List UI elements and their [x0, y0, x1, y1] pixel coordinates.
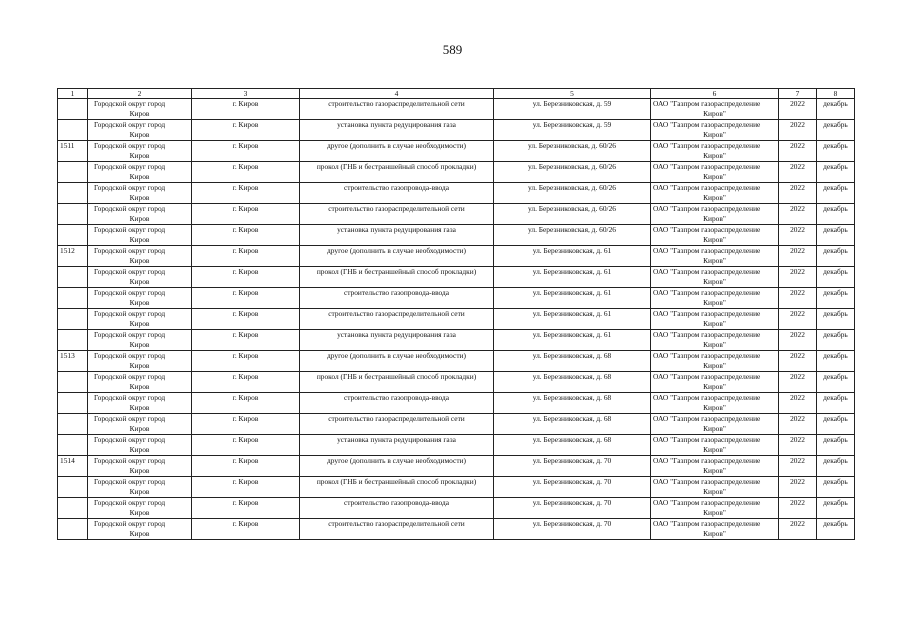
organization-line-2: Киров" — [703, 213, 726, 223]
month-cell: декабрь — [817, 519, 855, 540]
table-row — [58, 141, 855, 162]
row-number — [58, 99, 88, 120]
municipality-cell — [88, 225, 192, 246]
municipality-cell — [88, 351, 192, 372]
table-row — [58, 393, 855, 414]
municipality-cell — [88, 456, 192, 477]
row-number: 1512 — [58, 246, 88, 267]
organization-line-2: Киров" — [703, 507, 726, 517]
row-number: 1513 — [58, 351, 88, 372]
organization-line-1: ОАО "Газпром газораспределение — [653, 351, 761, 360]
year-cell: 2022 — [779, 456, 817, 477]
year-cell: 2022 — [779, 309, 817, 330]
organization-cell — [651, 498, 779, 519]
organization-line-2: Киров" — [703, 402, 726, 412]
address-cell: ул. Березниковская, д. 60/26 — [494, 183, 651, 204]
municipality-line-1: Городской округ город — [94, 435, 166, 444]
municipality-cell — [88, 372, 192, 393]
municipality-cell — [88, 435, 192, 456]
organization-cell — [651, 225, 779, 246]
work-type-cell: другое (дополнить в случае необходимости) — [300, 141, 494, 162]
settlement-cell: г. Киров — [192, 330, 300, 351]
month-cell: декабрь — [817, 162, 855, 183]
settlement-cell: г. Киров — [192, 99, 300, 120]
address-cell: ул. Березниковская, д. 61 — [494, 330, 651, 351]
month-cell: декабрь — [817, 351, 855, 372]
month-cell: декабрь — [817, 225, 855, 246]
organization-line-2: Киров" — [703, 150, 726, 160]
organization-line-1: ОАО "Газпром газораспределение — [653, 141, 761, 150]
organization-line-1: ОАО "Газпром газораспределение — [653, 309, 761, 318]
month-cell: декабрь — [817, 372, 855, 393]
municipality-line-1: Городской округ город — [94, 120, 166, 129]
municipality-line-1: Городской округ город — [94, 519, 166, 528]
municipality-line-1: Городской округ город — [94, 225, 166, 234]
settlement-cell: г. Киров — [192, 162, 300, 183]
register-body — [58, 89, 855, 540]
work-type-cell: прокол (ГНБ и бестраншейный способ прокладки) — [300, 372, 494, 393]
year-cell: 2022 — [779, 246, 817, 267]
year-cell: 2022 — [779, 414, 817, 435]
organization-cell — [651, 141, 779, 162]
column-header: 3 — [192, 89, 300, 99]
organization-line-2: Киров" — [703, 339, 726, 349]
row-number — [58, 477, 88, 498]
settlement-cell: г. Киров — [192, 372, 300, 393]
settlement-cell: г. Киров — [192, 498, 300, 519]
table-row — [58, 225, 855, 246]
row-number — [58, 372, 88, 393]
year-cell: 2022 — [779, 372, 817, 393]
municipality-line-1: Городской округ город — [94, 267, 166, 276]
table-row — [58, 162, 855, 183]
table-row — [58, 204, 855, 225]
work-type-cell: строительство газопровода-ввода — [300, 393, 494, 414]
municipality-line-1: Городской округ город — [94, 246, 166, 255]
row-number — [58, 435, 88, 456]
month-cell: декабрь — [817, 414, 855, 435]
work-type-cell: строительство газораспределительной сети — [300, 519, 494, 540]
organization-line-2: Киров" — [703, 465, 726, 475]
municipality-line-1: Городской округ город — [94, 288, 166, 297]
municipality-line-1: Городской округ город — [94, 330, 166, 339]
address-cell: ул. Березниковская, д. 68 — [494, 435, 651, 456]
organization-line-1: ОАО "Газпром газораспределение — [653, 120, 761, 129]
settlement-cell: г. Киров — [192, 351, 300, 372]
month-cell: декабрь — [817, 120, 855, 141]
row-number — [58, 120, 88, 141]
municipality-line-2: Киров — [129, 465, 150, 475]
table-row — [58, 120, 855, 141]
organization-line-2: Киров" — [703, 276, 726, 286]
municipality-line-2: Киров — [129, 486, 150, 496]
table-row — [58, 99, 855, 120]
organization-line-1: ОАО "Газпром газораспределение — [653, 204, 761, 213]
municipality-line-2: Киров — [129, 444, 150, 454]
address-cell: ул. Березниковская, д. 61 — [494, 267, 651, 288]
work-type-cell: другое (дополнить в случае необходимости) — [300, 456, 494, 477]
table-row — [58, 519, 855, 540]
organization-line-1: ОАО "Газпром газораспределение — [653, 225, 761, 234]
row-number — [58, 414, 88, 435]
year-cell: 2022 — [779, 99, 817, 120]
work-type-cell: установка пункта редуцирования газа — [300, 435, 494, 456]
organization-line-2: Киров" — [703, 318, 726, 328]
year-cell: 2022 — [779, 267, 817, 288]
municipality-line-2: Киров — [129, 360, 150, 370]
organization-line-2: Киров" — [703, 234, 726, 244]
organization-cell — [651, 204, 779, 225]
column-header: 4 — [300, 89, 494, 99]
municipality-line-1: Городской округ город — [94, 204, 166, 213]
row-number: 1511 — [58, 141, 88, 162]
settlement-cell: г. Киров — [192, 456, 300, 477]
row-number — [58, 267, 88, 288]
year-cell: 2022 — [779, 393, 817, 414]
address-cell: ул. Березниковская, д. 68 — [494, 393, 651, 414]
row-number — [58, 183, 88, 204]
organization-cell — [651, 414, 779, 435]
work-type-cell: установка пункта редуцирования газа — [300, 330, 494, 351]
municipality-line-2: Киров — [129, 528, 150, 538]
municipality-line-2: Киров — [129, 150, 150, 160]
settlement-cell: г. Киров — [192, 267, 300, 288]
row-number — [58, 309, 88, 330]
month-cell: декабрь — [817, 267, 855, 288]
municipality-line-2: Киров — [129, 171, 150, 181]
organization-line-1: ОАО "Газпром газораспределение — [653, 519, 761, 528]
organization-line-2: Киров" — [703, 108, 726, 118]
month-cell: декабрь — [817, 99, 855, 120]
table-row — [58, 372, 855, 393]
address-cell: ул. Березниковская, д. 60/26 — [494, 225, 651, 246]
month-cell: декабрь — [817, 330, 855, 351]
month-cell: декабрь — [817, 435, 855, 456]
row-number: 1514 — [58, 456, 88, 477]
organization-cell — [651, 477, 779, 498]
year-cell: 2022 — [779, 330, 817, 351]
month-cell: декабрь — [817, 204, 855, 225]
municipality-cell — [88, 162, 192, 183]
organization-cell — [651, 351, 779, 372]
municipality-cell — [88, 120, 192, 141]
organization-cell — [651, 393, 779, 414]
work-type-cell: другое (дополнить в случае необходимости) — [300, 351, 494, 372]
month-cell: декабрь — [817, 456, 855, 477]
organization-cell — [651, 120, 779, 141]
municipality-cell — [88, 267, 192, 288]
municipality-line-1: Городской округ город — [94, 183, 166, 192]
table-row — [58, 183, 855, 204]
municipality-line-2: Киров — [129, 129, 150, 139]
municipality-cell — [88, 99, 192, 120]
organization-line-1: ОАО "Газпром газораспределение — [653, 477, 761, 486]
work-type-cell: установка пункта редуцирования газа — [300, 120, 494, 141]
organization-cell — [651, 435, 779, 456]
organization-line-1: ОАО "Газпром газораспределение — [653, 330, 761, 339]
municipality-cell — [88, 141, 192, 162]
municipality-cell — [88, 393, 192, 414]
month-cell: декабрь — [817, 309, 855, 330]
settlement-cell: г. Киров — [192, 309, 300, 330]
month-cell: декабрь — [817, 183, 855, 204]
organization-line-2: Киров" — [703, 381, 726, 391]
organization-line-2: Киров" — [703, 528, 726, 538]
page-number: 589 — [442, 42, 463, 57]
table-row — [58, 456, 855, 477]
settlement-cell: г. Киров — [192, 477, 300, 498]
municipality-line-2: Киров — [129, 192, 150, 202]
address-cell: ул. Березниковская, д. 60/26 — [494, 204, 651, 225]
settlement-cell: г. Киров — [192, 414, 300, 435]
row-number — [58, 393, 88, 414]
organization-line-2: Киров" — [703, 486, 726, 496]
address-cell: ул. Березниковская, д. 61 — [494, 309, 651, 330]
month-cell: декабрь — [817, 498, 855, 519]
address-cell: ул. Березниковская, д. 68 — [494, 351, 651, 372]
address-cell: ул. Березниковская, д. 59 — [494, 99, 651, 120]
municipality-line-2: Киров — [129, 507, 150, 517]
organization-line-2: Киров" — [703, 423, 726, 433]
year-cell: 2022 — [779, 435, 817, 456]
organization-line-2: Киров" — [703, 129, 726, 139]
municipality-cell — [88, 309, 192, 330]
municipality-cell — [88, 519, 192, 540]
municipality-line-1: Городской округ город — [94, 456, 166, 465]
organization-line-1: ОАО "Газпром газораспределение — [653, 372, 761, 381]
year-cell: 2022 — [779, 183, 817, 204]
address-cell: ул. Березниковская, д. 70 — [494, 498, 651, 519]
table-row — [58, 246, 855, 267]
settlement-cell: г. Киров — [192, 246, 300, 267]
municipality-line-2: Киров — [129, 213, 150, 223]
municipality-cell — [88, 288, 192, 309]
organization-cell — [651, 519, 779, 540]
municipality-line-1: Городской округ город — [94, 477, 166, 486]
work-type-cell: прокол (ГНБ и бестраншейный способ прокладки) — [300, 267, 494, 288]
organization-line-1: ОАО "Газпром газораспределение — [653, 288, 761, 297]
table-row — [58, 435, 855, 456]
work-type-cell: строительство газопровода-ввода — [300, 183, 494, 204]
column-header: 5 — [494, 89, 651, 99]
address-cell: ул. Березниковская, д. 70 — [494, 456, 651, 477]
row-number — [58, 288, 88, 309]
year-cell: 2022 — [779, 162, 817, 183]
municipality-cell — [88, 183, 192, 204]
row-number — [58, 330, 88, 351]
column-header: 8 — [817, 89, 855, 99]
organization-line-2: Киров" — [703, 297, 726, 307]
column-header: 2 — [88, 89, 192, 99]
work-type-cell: строительство газопровода-ввода — [300, 498, 494, 519]
year-cell: 2022 — [779, 351, 817, 372]
organization-cell — [651, 162, 779, 183]
work-type-cell: прокол (ГНБ и бестраншейный способ прокладки) — [300, 162, 494, 183]
municipality-line-2: Киров — [129, 276, 150, 286]
register-table — [57, 88, 855, 540]
organization-line-1: ОАО "Газпром газораспределение — [653, 435, 761, 444]
municipality-line-2: Киров — [129, 381, 150, 391]
settlement-cell: г. Киров — [192, 393, 300, 414]
municipality-line-2: Киров — [129, 318, 150, 328]
table-row — [58, 330, 855, 351]
municipality-cell — [88, 498, 192, 519]
address-cell: ул. Березниковская, д. 68 — [494, 372, 651, 393]
organization-line-2: Киров" — [703, 360, 726, 370]
municipality-line-1: Городской округ город — [94, 141, 166, 150]
table-row — [58, 309, 855, 330]
organization-cell — [651, 456, 779, 477]
address-cell: ул. Березниковская, д. 70 — [494, 477, 651, 498]
table-row — [58, 414, 855, 435]
year-cell: 2022 — [779, 288, 817, 309]
address-cell: ул. Березниковская, д. 61 — [494, 288, 651, 309]
municipality-line-1: Городской округ город — [94, 309, 166, 318]
column-number-row — [58, 89, 855, 99]
month-cell: декабрь — [817, 477, 855, 498]
municipality-line-2: Киров — [129, 402, 150, 412]
year-cell: 2022 — [779, 225, 817, 246]
municipality-line-1: Городской округ город — [94, 162, 166, 171]
work-type-cell: строительство газораспределительной сети — [300, 99, 494, 120]
municipality-line-1: Городской округ город — [94, 351, 166, 360]
work-type-cell: установка пункта редуцирования газа — [300, 225, 494, 246]
municipality-cell — [88, 414, 192, 435]
municipality-line-1: Городской округ город — [94, 393, 166, 402]
organization-line-2: Киров" — [703, 171, 726, 181]
row-number — [58, 519, 88, 540]
municipality-line-2: Киров — [129, 108, 150, 118]
month-cell: декабрь — [817, 393, 855, 414]
organization-cell — [651, 267, 779, 288]
municipality-cell — [88, 204, 192, 225]
municipality-cell — [88, 246, 192, 267]
address-cell: ул. Березниковская, д. 61 — [494, 246, 651, 267]
municipality-line-1: Городской округ город — [94, 414, 166, 423]
year-cell: 2022 — [779, 120, 817, 141]
organization-cell — [651, 183, 779, 204]
year-cell: 2022 — [779, 477, 817, 498]
organization-line-1: ОАО "Газпром газораспределение — [653, 498, 761, 507]
address-cell: ул. Березниковская, д. 60/26 — [494, 141, 651, 162]
settlement-cell: г. Киров — [192, 120, 300, 141]
row-number — [58, 498, 88, 519]
settlement-cell: г. Киров — [192, 435, 300, 456]
organization-line-1: ОАО "Газпром газораспределение — [653, 456, 761, 465]
year-cell: 2022 — [779, 519, 817, 540]
year-cell: 2022 — [779, 141, 817, 162]
organization-line-1: ОАО "Газпром газораспределение — [653, 183, 761, 192]
organization-cell — [651, 99, 779, 120]
address-cell: ул. Березниковская, д. 60/26 — [494, 162, 651, 183]
work-type-cell: строительство газопровода-ввода — [300, 288, 494, 309]
work-type-cell: строительство газораспределительной сети — [300, 204, 494, 225]
organization-line-1: ОАО "Газпром газораспределение — [653, 393, 761, 402]
row-number — [58, 162, 88, 183]
organization-cell — [651, 246, 779, 267]
row-number — [58, 204, 88, 225]
address-cell: ул. Березниковская, д. 68 — [494, 414, 651, 435]
month-cell: декабрь — [817, 246, 855, 267]
settlement-cell: г. Киров — [192, 183, 300, 204]
table-row — [58, 498, 855, 519]
settlement-cell: г. Киров — [192, 204, 300, 225]
column-header: 7 — [779, 89, 817, 99]
municipality-line-1: Городской округ город — [94, 498, 166, 507]
organization-line-2: Киров" — [703, 192, 726, 202]
settlement-cell: г. Киров — [192, 141, 300, 162]
work-type-cell: прокол (ГНБ и бестраншейный способ прокладки) — [300, 477, 494, 498]
organization-line-1: ОАО "Газпром газораспределение — [653, 99, 761, 108]
settlement-cell: г. Киров — [192, 519, 300, 540]
municipality-cell — [88, 330, 192, 351]
column-header: 6 — [651, 89, 779, 99]
month-cell: декабрь — [817, 288, 855, 309]
work-type-cell: другое (дополнить в случае необходимости) — [300, 246, 494, 267]
organization-cell — [651, 309, 779, 330]
table-row — [58, 351, 855, 372]
municipality-line-2: Киров — [129, 423, 150, 433]
table-row — [58, 288, 855, 309]
organization-line-1: ОАО "Газпром газораспределение — [653, 246, 761, 255]
month-cell: декабрь — [817, 141, 855, 162]
municipality-line-2: Киров — [129, 297, 150, 307]
table-row — [58, 267, 855, 288]
organization-cell — [651, 288, 779, 309]
organization-line-1: ОАО "Газпром газораспределение — [653, 162, 761, 171]
settlement-cell: г. Киров — [192, 225, 300, 246]
year-cell: 2022 — [779, 498, 817, 519]
settlement-cell: г. Киров — [192, 288, 300, 309]
organization-cell — [651, 372, 779, 393]
municipality-cell — [88, 477, 192, 498]
municipality-line-1: Городской округ город — [94, 99, 166, 108]
row-number — [58, 225, 88, 246]
work-type-cell: строительство газораспределительной сети — [300, 414, 494, 435]
municipality-line-2: Киров — [129, 255, 150, 265]
table-row — [58, 477, 855, 498]
municipality-line-1: Городской округ город — [94, 372, 166, 381]
organization-line-1: ОАО "Газпром газораспределение — [653, 267, 761, 276]
organization-line-1: ОАО "Газпром газораспределение — [653, 414, 761, 423]
work-type-cell: строительство газораспределительной сети — [300, 309, 494, 330]
column-header: 1 — [58, 89, 88, 99]
address-cell: ул. Березниковская, д. 59 — [494, 120, 651, 141]
organization-cell — [651, 330, 779, 351]
municipality-line-2: Киров — [129, 339, 150, 349]
address-cell: ул. Березниковская, д. 70 — [494, 519, 651, 540]
municipality-line-2: Киров — [129, 234, 150, 244]
organization-line-2: Киров" — [703, 444, 726, 454]
year-cell: 2022 — [779, 204, 817, 225]
organization-line-2: Киров" — [703, 255, 726, 265]
